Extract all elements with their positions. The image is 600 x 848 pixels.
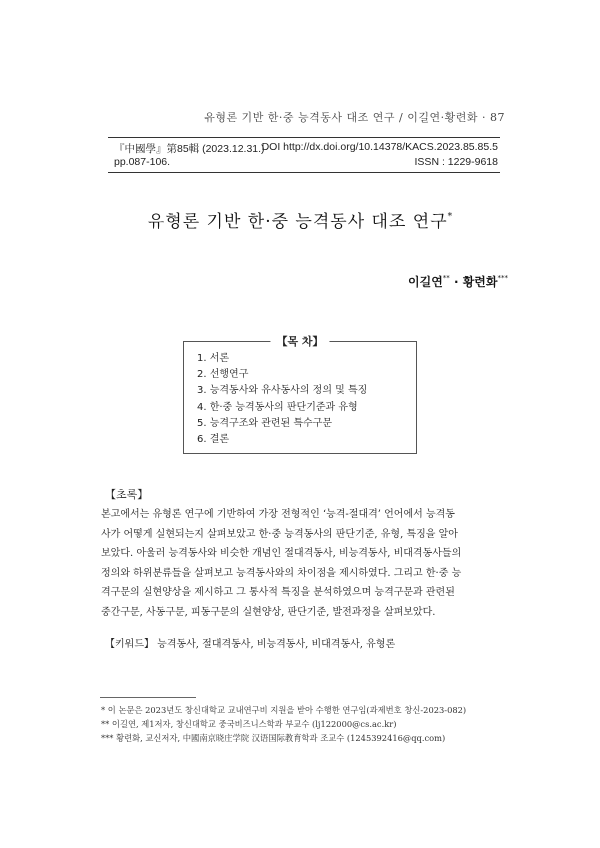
author-2: 황련화 [462, 275, 498, 289]
keywords-text: 능격동사, 절대격동사, 비능격동사, 비대격동사, 유형론 [157, 639, 396, 650]
footnote-3: *** 황련화, 교신저자, 中國南京晓庄学院 汉语国际教育학과 조교수 (1245392416@qq.com) [101, 733, 446, 743]
toc-item-6: 6. 결론 [197, 433, 230, 445]
toc-list [197, 351, 367, 448]
author-2-mark: *** [497, 274, 508, 282]
author-1-mark: ** [442, 274, 450, 282]
footnote-2: ** 이길연, 제1저자, 창신대학교 중국비즈니스학과 부교수 (lj122000@cs.ac.kr) [101, 719, 397, 729]
toc-item-1: 1. 서론 [197, 353, 230, 364]
paper-title [0, 207, 600, 232]
author-1: 이길연 [408, 275, 443, 289]
abstract-line: 사가 어떻게 실현되는지 살펴보았고 한·중 능격동사의 판단기준, 유형, 특징을 알아 [101, 528, 458, 540]
abstract-line: 정의와 하위분류들을 살펴보고 능격동사와의 차이점을 제시하였다. 그리고 한·중 능 [101, 567, 462, 579]
title-footnote-mark: * [447, 212, 453, 222]
footnotes [101, 703, 466, 745]
abstract-body [101, 505, 510, 622]
abstract-line: 보았다. 아울러 능격동사와 비슷한 개념인 절대격동사, 비능격동사, 비대격동사들의 [101, 548, 462, 559]
abstract-line: 격구문의 실현양상을 제시하고 그 통사적 특징을 분석하였으며 능격구문과 관련된 [101, 587, 455, 598]
toc-item-4: 4. 한·중 능격동사의 판단기준과 유형 [197, 401, 358, 413]
footnote-divider [100, 697, 196, 698]
footnote-1: * 이 논문은 2023년도 창신대학교 교내연구비 지원을 받아 수행한 연구임(과제번호 창신-2023-082) [101, 705, 467, 715]
author-line [408, 273, 508, 290]
toc-item-3: 3. 능격동사와 유사동사의 정의 및 특징 [197, 385, 368, 397]
toc-title: 【목 차】 [270, 333, 329, 349]
abstract-line: 중간구문, 사동구문, 피동구문의 실현양상, 판단기준, 발전과정을 살펴보았다. [101, 606, 436, 618]
toc-item-2: 2. 선행연구 [197, 369, 249, 381]
journal-info-box [108, 137, 500, 173]
issn: ISSN : 1229-9618 [414, 156, 498, 168]
abstract-label: 【초록】 [105, 488, 149, 501]
paper-title-text: 유형론 기반 한·중 능격동사 대조 연구 [147, 212, 448, 232]
journal-citation: 『中國學』第85輯 (2023.12.31.) [114, 143, 265, 155]
doi-link[interactable]: DOI http://dx.doi.org/10.14378/KACS.2023.85.85.5 [261, 141, 498, 153]
running-head: 유형론 기반 한·중 능격동사 대조 연구 / 이길연·황련화 · 87 [204, 111, 505, 124]
toc-item-5: 5. 능격구조와 관련된 특수구문 [197, 417, 332, 429]
keywords [105, 635, 395, 650]
author-separator: · [449, 275, 463, 289]
abstract-line: 본고에서는 유형론 연구에 기반하여 가장 전형적인 ‘능격-절대격’ 언어에서 능격동 [101, 509, 455, 520]
table-of-contents [183, 335, 417, 454]
keywords-label: 【키워드】 [105, 639, 154, 650]
page-range: pp.087-106. [114, 156, 171, 168]
